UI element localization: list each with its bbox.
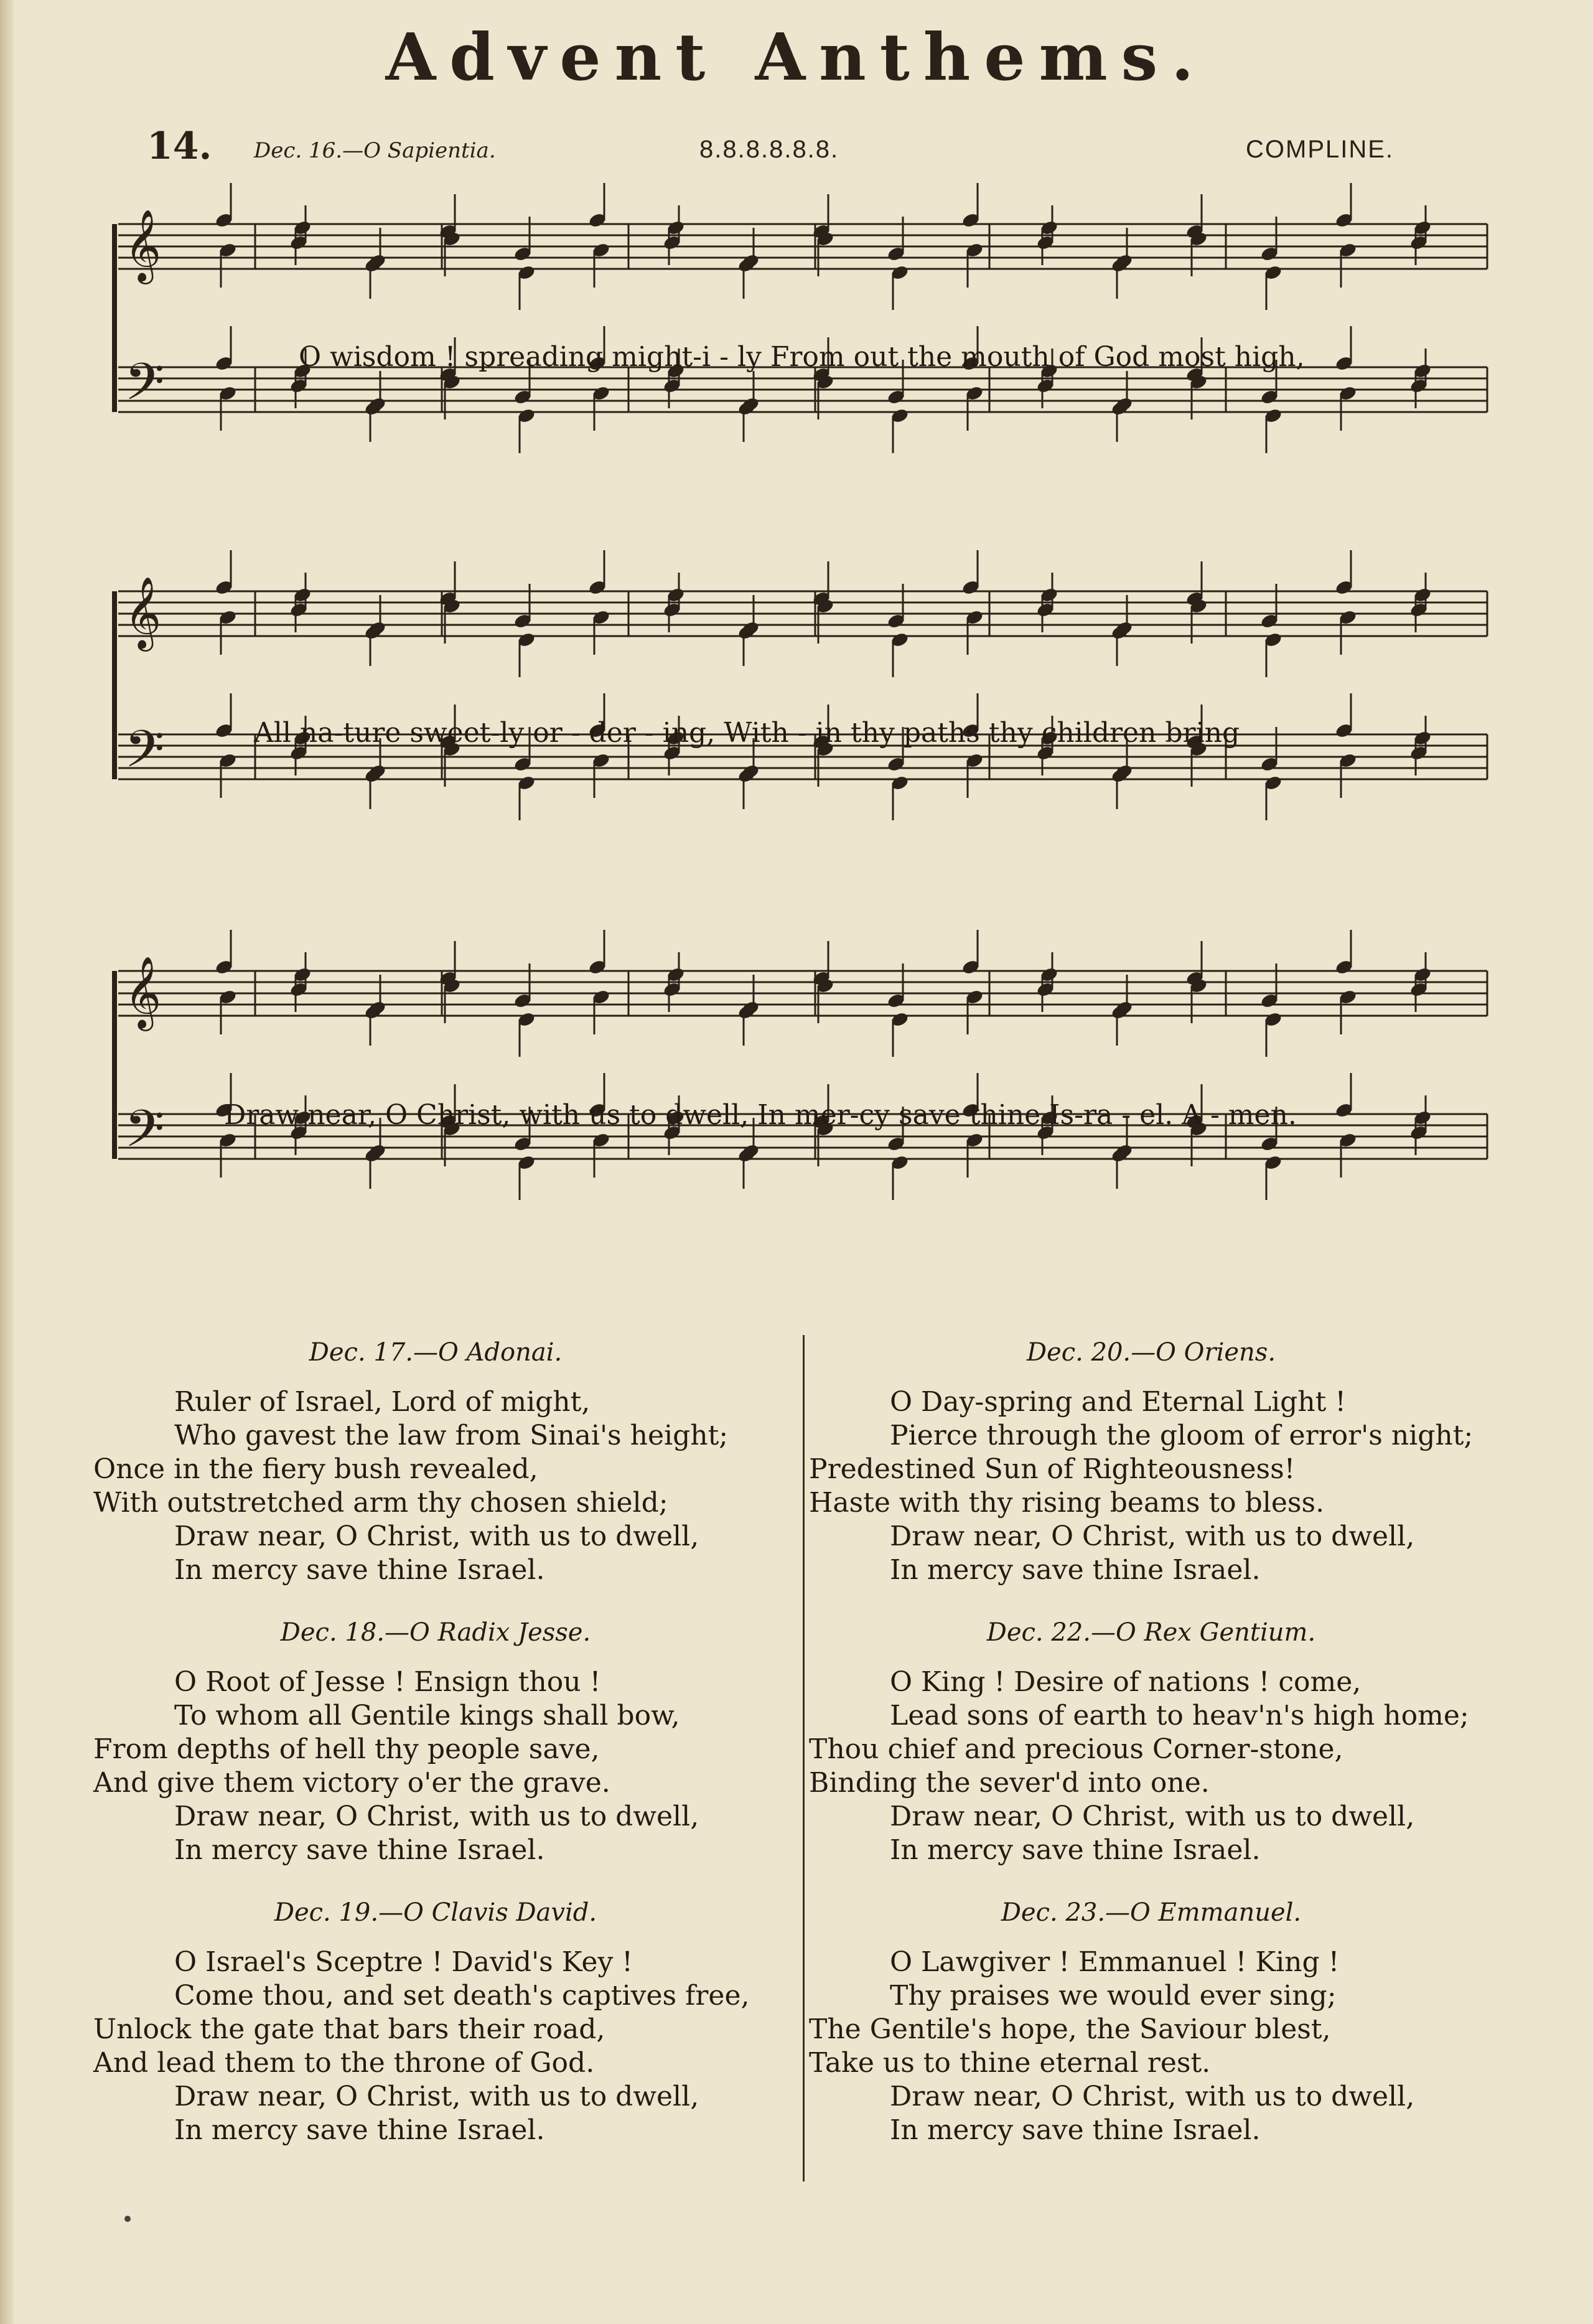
verse-date: Dec. 19.	[274, 1898, 379, 1927]
verse-date: Dec. 17.	[309, 1338, 413, 1367]
verse-line: In mercy save thine Israel.	[174, 1834, 545, 1866]
bass-clef-icon: 𝄢	[124, 1099, 165, 1171]
verse-line: O Lawgiver ! Emmanuel ! King !	[890, 1946, 1340, 1978]
verse-antiphon: —O Adonai.	[413, 1338, 563, 1367]
verses-left-column	[93, 1338, 778, 2178]
verse-dec-22	[809, 1618, 1493, 1867]
treble-clef-icon: 𝄞	[124, 209, 162, 281]
verse-antiphon: —O Radix Jesse.	[384, 1618, 591, 1647]
verse-line: And lead them to the throne of God.	[93, 2047, 595, 2079]
verse-line: To whom all Gentile kings shall bow,	[174, 1700, 680, 1731]
verse-line: And give them victory o'er the grave.	[93, 1767, 610, 1799]
verse-line: Unlock the gate that bars their road,	[93, 2013, 605, 2045]
verse-line: Come thou, and set death's captives free,	[174, 1980, 750, 2012]
verse-line: In mercy save thine Israel.	[890, 1834, 1261, 1866]
verse-antiphon: —O Oriens.	[1131, 1338, 1276, 1367]
verse-line: O King ! Desire of nations ! come,	[890, 1666, 1362, 1698]
verse-dec-23	[809, 1898, 1493, 2147]
verse-line: Thy praises we would ever sing;	[890, 1980, 1337, 2012]
hymn-dedication: Dec. 16.—O Sapientia.	[254, 138, 496, 163]
verse-line: Pierce through the gloom of error's night;	[890, 1420, 1474, 1451]
verse-heading	[809, 1618, 1493, 1647]
treble-clef-icon: 𝄞	[124, 955, 162, 1028]
column-divider	[803, 1335, 805, 2181]
verse-antiphon: —O Rex Gentium.	[1090, 1618, 1316, 1647]
verse-line: Predestined Sun of Righteousness!	[809, 1453, 1296, 1485]
verse-line: O Root of Jesse ! Ensign thou !	[174, 1666, 601, 1698]
verse-line: Lead sons of earth to heav'n's high home;	[890, 1700, 1469, 1731]
lyric-line-1: O wisdom ! spreading might-i - ly From out the mouth of God most high,	[299, 341, 1305, 373]
verse-line: Draw near, O Christ, with us to dwell,	[174, 2081, 699, 2112]
verse-line: O Day-spring and Eternal Light !	[890, 1386, 1347, 1418]
verse-heading	[93, 1898, 778, 1927]
verse-line: Who gavest the law from Sinai's height;	[174, 1420, 729, 1451]
verse-heading	[809, 1338, 1493, 1367]
verse-antiphon: —O Emmanuel.	[1105, 1898, 1302, 1927]
verse-heading	[809, 1898, 1493, 1927]
verse-heading	[93, 1618, 778, 1647]
verse-line: From depths of hell thy people save,	[93, 1733, 600, 1765]
verse-heading	[93, 1338, 778, 1367]
page-title: Advent Anthems.	[385, 19, 1208, 95]
verse-dec-19	[93, 1898, 778, 2147]
verse-line: With outstretched arm thy chosen shield;	[93, 1487, 668, 1519]
verse-line: Draw near, O Christ, with us to dwell,	[890, 2081, 1415, 2112]
verse-date: Dec. 20.	[1026, 1338, 1131, 1367]
page-mark	[124, 2216, 131, 2222]
verse-line: Draw near, O Christ, with us to dwell,	[890, 1801, 1415, 1832]
treble-clef-icon: 𝄞	[124, 576, 162, 649]
verse-dec-17	[93, 1338, 778, 1587]
verse-line: In mercy save thine Israel.	[890, 2114, 1261, 2146]
verses-right-column	[809, 1338, 1493, 2178]
verse-line: Once in the fiery bush revealed,	[93, 1453, 538, 1485]
lyric-line-2: All na-ture sweet-ly or - der - ing, With - in thy paths thy children bring	[254, 717, 1240, 749]
verse-line: Ruler of Israel, Lord of might,	[174, 1386, 591, 1418]
verse-dec-18	[93, 1618, 778, 1867]
verse-line: O Israel's Sceptre ! David's Key !	[174, 1946, 633, 1978]
verse-line: In mercy save thine Israel.	[174, 1554, 545, 1586]
verse-line: Take us to thine eternal rest.	[809, 2047, 1211, 2079]
hymn-meter: 8.8.8.8.8.8.	[699, 136, 839, 163]
lyric-line-3: Draw near, O Christ, with us to dwell, In mer-cy save thine Is-ra - el. A - men.	[224, 1099, 1297, 1131]
page-spine-shadow	[0, 0, 14, 2324]
verse-line: Draw near, O Christ, with us to dwell,	[890, 1520, 1415, 1552]
verse-dec-20	[809, 1338, 1493, 1587]
verse-line: Draw near, O Christ, with us to dwell,	[174, 1801, 699, 1832]
verse-line: Haste with thy rising beams to bless.	[809, 1487, 1325, 1519]
hymn-number: 14.	[147, 124, 212, 168]
bass-clef-icon: 𝄢	[124, 352, 165, 424]
verse-date: Dec. 18.	[280, 1618, 385, 1647]
verse-date: Dec. 23.	[1001, 1898, 1106, 1927]
verse-line: Binding the sever'd into one.	[809, 1767, 1210, 1799]
verse-line: In mercy save thine Israel.	[174, 2114, 545, 2146]
verse-line: Thou chief and precious Corner-stone,	[809, 1733, 1343, 1765]
verse-line: Draw near, O Christ, with us to dwell,	[174, 1520, 699, 1552]
verse-line: The Gentile's hope, the Saviour blest,	[809, 2013, 1331, 2045]
verse-line: In mercy save thine Israel.	[890, 1554, 1261, 1586]
bass-clef-icon: 𝄢	[124, 719, 165, 792]
verse-antiphon: —O Clavis David.	[378, 1898, 597, 1927]
verse-date: Dec. 22.	[986, 1618, 1091, 1647]
tune-name: COMPLINE.	[1246, 136, 1394, 163]
